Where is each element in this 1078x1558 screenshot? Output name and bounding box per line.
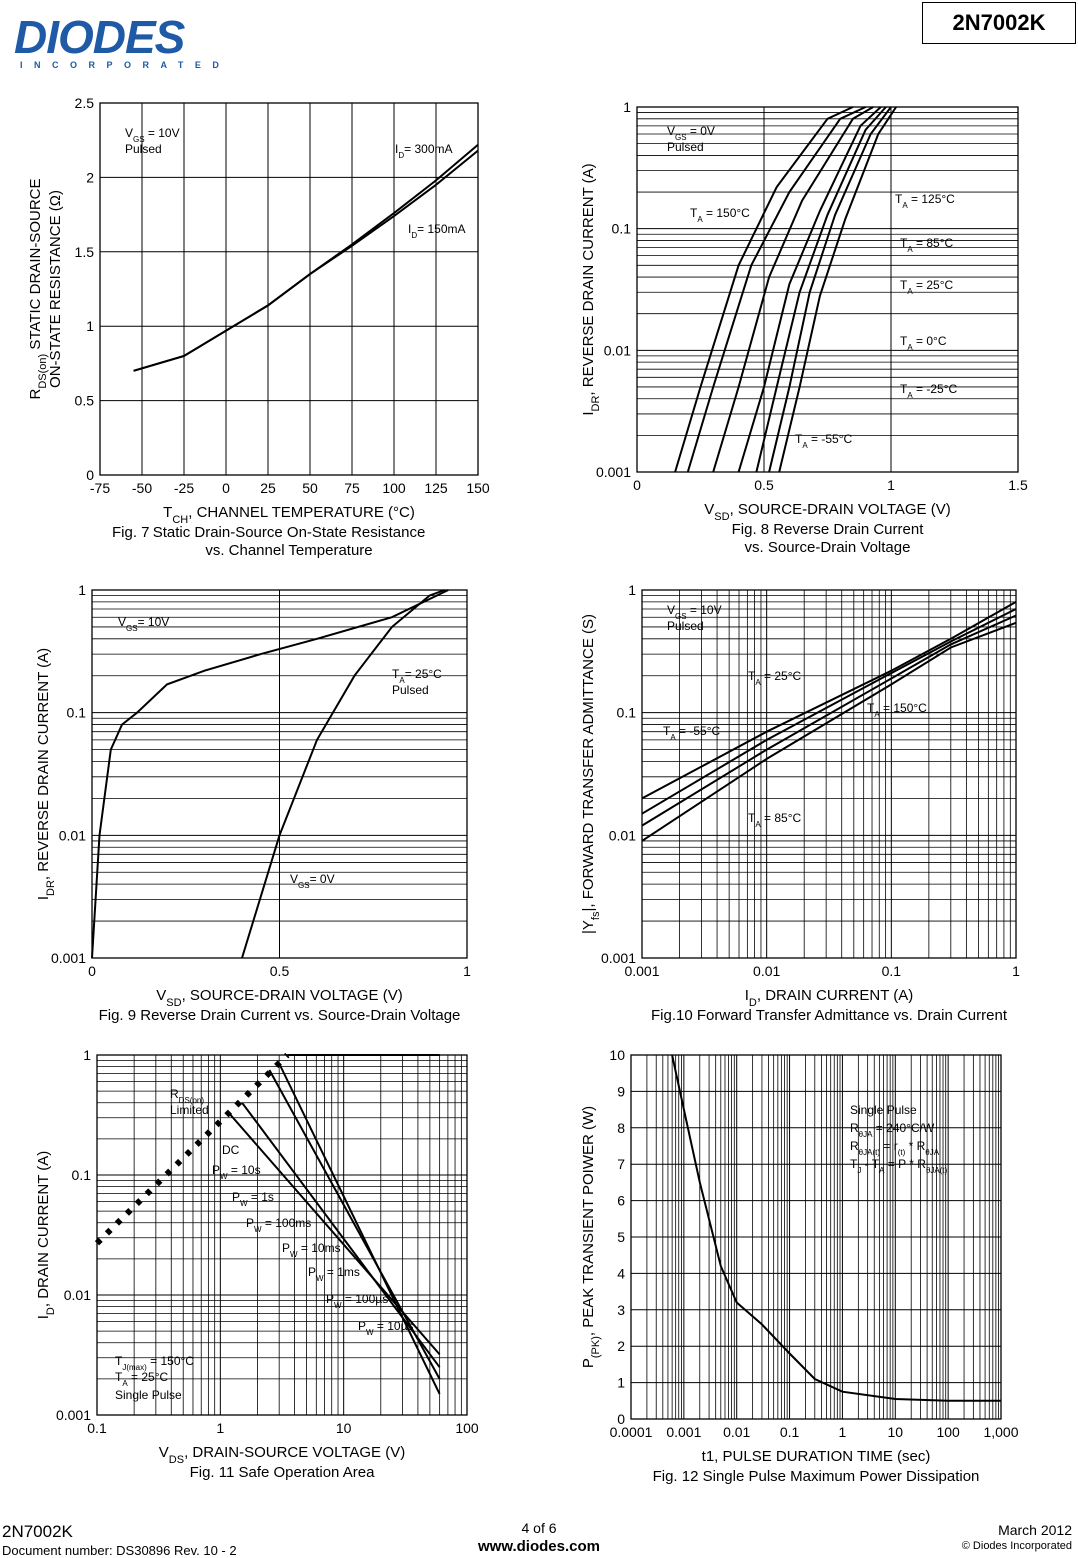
fig11-annotation-text: $P_W = 10ms$: [282, 1241, 341, 1259]
fig12-y-tick-label: 8: [617, 1119, 625, 1136]
fig7-caption-prefix: Fig. 7: [112, 524, 150, 541]
fig11-annotation-text: DC: [222, 1143, 240, 1157]
fig8-plot-frame: [637, 107, 1018, 472]
footer-copyright: © Diodes Incorporated: [961, 1540, 1072, 1552]
fig10-annotation-text: Pulsed: [667, 619, 704, 633]
fig9-y-tick-label: 0.1: [66, 704, 86, 721]
footer-date: March 2012: [998, 1522, 1072, 1538]
fig10-y-tick-label: 1: [628, 582, 636, 598]
fig12-x-tick-label: 10: [887, 1424, 904, 1440]
fig8-annotation: [895, 192, 955, 210]
fig8-annotation-text: $T_A = -25^\circ C$: [900, 382, 958, 400]
fig7-chart: [0, 95, 530, 575]
fig12-y-tick-label: 7: [617, 1156, 625, 1173]
fig11-chart: [0, 1040, 530, 1485]
fig12-y-tick-label: 3: [617, 1301, 625, 1318]
fig10-plot-frame: [642, 590, 1016, 958]
fig7-y-axis-label-line2: ON-STATE RESISTANCE (Ω): [47, 190, 64, 388]
fig10-annotation: [663, 724, 721, 742]
fig10-y-axis-label: $|Y_{fs}|$, FORWARD TRANSFER ADMITTANCE (S): [580, 614, 602, 934]
fig9-gridlines: [92, 590, 467, 958]
fig10-x-tick-label: 0.001: [624, 963, 660, 979]
fig7-x-tick-label: 100: [382, 480, 406, 496]
fig7-x-axis-label: $T_{CH}$, CHANNEL TEMPERATURE (°C): [163, 504, 415, 526]
fig10-caption: Fig.10 Forward Transfer Admittance vs. Drain Current: [651, 1007, 1007, 1024]
fig9-y-tick-label: 0.01: [58, 827, 86, 844]
fig8-x-tick-label: 0: [633, 477, 641, 493]
fig7-series-line: [134, 151, 478, 371]
fig12-x-tick-label: 1: [838, 1424, 847, 1440]
fig7-x-tick-label: -75: [89, 480, 111, 496]
fig11-y-tick-label: 1: [83, 1047, 91, 1063]
fig8-chart: [545, 95, 1078, 575]
fig9-x-tick-label: 0: [88, 963, 96, 979]
part-number-box: 2N7002K: [922, 2, 1076, 44]
fig11-annotation: [115, 1354, 194, 1402]
fig8-y-tick-label: 0.1: [611, 220, 631, 237]
fig12-y-tick-label: 5: [617, 1229, 625, 1245]
fig9-series-line: [242, 590, 445, 958]
fig7-x-tick-label: 150: [466, 480, 490, 496]
fig8-y-tick-label: 0.001: [595, 464, 631, 480]
fig12-chart: [545, 1040, 1078, 1485]
fig9-annotation-text: $T_A= 25^\circ C$: [392, 667, 442, 685]
fig8-annotation: [900, 236, 954, 254]
fig10-annotation-text: $T_A = 150^\circ C$: [867, 701, 927, 719]
fig9-series-line: [92, 590, 448, 958]
fig7-y-tick-label: 1: [86, 318, 94, 335]
fig8-x-tick-label: 1.5: [1008, 477, 1028, 493]
fig9-caption: Fig. 9 Reverse Drain Current vs. Source-Drain Voltage: [98, 1007, 461, 1024]
fig9-annotation-text: Pulsed: [392, 683, 429, 697]
fig9-x-axis-label: $V_{SD}$, SOURCE-DRAIN VOLTAGE (V): [156, 987, 403, 1009]
fig9-annotation-text: $V_{GS}= 10V$: [118, 615, 170, 633]
fig7-y-tick-label: 2.5: [74, 95, 94, 111]
fig10-x-tick-label: 0.01: [753, 963, 781, 979]
fig9-annotation: [392, 667, 442, 697]
fig7-y-tick-label: 0.5: [74, 392, 94, 409]
fig9-y-tick-label: 1: [78, 582, 86, 598]
fig12-y-tick-label: 6: [617, 1192, 625, 1209]
fig10-annotation: [867, 701, 927, 719]
fig12-gridlines: [631, 1055, 1001, 1419]
fig7-annotation: [125, 126, 180, 156]
fig12-annotation-text: $T_J - T_A = P * R_{\theta JA(t)}$: [850, 1157, 948, 1175]
fig7-caption: vs. Channel Temperature: [205, 542, 373, 559]
fig7-y-axis-label: $R_{DS(on)}$ STATIC DRAIN-SOURCE: [27, 178, 49, 400]
fig11-x-tick-label: 10: [335, 1420, 352, 1436]
fig10-chart: [545, 578, 1078, 1038]
fig8-annotation: [795, 432, 853, 450]
fig11-annotation-text: $R_{DS(on)}$: [170, 1087, 205, 1105]
fig7-y-tick-label: 0: [86, 467, 94, 483]
fig8-annotation-text: $V_{GS} = 0V$: [667, 124, 715, 142]
fig10-x-axis-label: $I_D$, DRAIN CURRENT (A): [744, 987, 914, 1009]
fig7-x-tick-label: 75: [344, 480, 360, 496]
fig11-y-tick-label: 0.01: [63, 1287, 91, 1303]
fig12-y-tick-label: 9: [617, 1083, 625, 1100]
footer-part: 2N7002K: [2, 1522, 73, 1541]
fig12-x-tick-label: 100: [936, 1424, 960, 1440]
fig11-annotation-text: $P_W = 100\mu s$: [326, 1292, 389, 1310]
fig11-x-tick-label: 0.1: [87, 1420, 107, 1436]
fig8-annotation-text: $T_A = -55^\circ C$: [795, 432, 853, 450]
fig7-x-tick-label: -50: [131, 480, 153, 496]
fig8-x-tick-label: 0.5: [754, 477, 774, 493]
fig8-y-tick-label: 0.01: [603, 342, 631, 359]
fig11-annotation-text: Limited: [170, 1103, 209, 1117]
fig11-annotation-text: $T_{J(max)} = 150^\circ C$: [115, 1354, 194, 1372]
fig11-annotation-text: $P_W = 100ms$: [246, 1216, 312, 1234]
fig12-x-tick-label: 0.001: [666, 1424, 702, 1440]
fig8-annotation: [900, 334, 947, 352]
fig7-x-tick-label: -25: [173, 480, 195, 496]
fig11-annotation: [212, 1163, 261, 1181]
fig7-annotation-text: $I_D= 150mA$: [408, 222, 466, 240]
fig11-x-tick-label: 100: [455, 1420, 479, 1436]
fig9-x-tick-label: 0.5: [269, 963, 290, 979]
fig11-annotation-text: $P_W = 1ms$: [308, 1265, 360, 1283]
fig12-y-tick-label: 1: [617, 1374, 625, 1391]
fig12-y-tick-label: 4: [617, 1265, 625, 1282]
fig11-annotation: [232, 1190, 274, 1208]
fig7-annotation: [395, 142, 453, 160]
fig8-caption: vs. Source-Drain Voltage: [744, 539, 911, 556]
fig11-annotation-text: $T_A = 25^\circ C$: [115, 1370, 169, 1388]
fig12-annotation-text: $R_{\theta JA} = 240^\circ C/W$: [850, 1121, 935, 1139]
fig12-y-tick-label: 0: [617, 1411, 625, 1427]
fig7-annotation-text: Pulsed: [125, 142, 162, 156]
fig7-annotation-text: $I_D= 300mA$: [395, 142, 453, 160]
fig10-x-tick-label: 0.1: [881, 963, 902, 979]
fig11-series-line: [97, 1055, 287, 1243]
fig10-annotation-text: $T_A = 85^\circ C$: [748, 811, 802, 829]
fig12-x-tick-label: 1,000: [983, 1424, 1019, 1440]
fig12-x-axis-label: t1, PULSE DURATION TIME (sec): [701, 1448, 931, 1465]
fig11-annotation: [246, 1216, 311, 1234]
fig11-y-axis-label: $I_D$, DRAIN CURRENT (A): [35, 1150, 57, 1320]
fig7-x-tick-label: 125: [424, 480, 448, 496]
fig11-annotation: [308, 1265, 360, 1283]
fig8-x-axis-label: $V_{SD}$, SOURCE-DRAIN VOLTAGE (V): [704, 501, 951, 523]
fig12-y-tick-label: 10: [609, 1047, 625, 1063]
fig8-annotation: [667, 124, 715, 154]
fig10-y-tick-label: 0.01: [608, 827, 636, 844]
fig10-annotation: [667, 603, 722, 633]
logo-wordmark: DIODES: [14, 11, 185, 63]
fig7-x-tick-label: 25: [260, 480, 276, 496]
fig12-y-tick-label: 2: [617, 1338, 625, 1355]
fig8-gridlines: [637, 107, 1018, 472]
fig10-annotation-text: $T_A = 25^\circ C$: [748, 669, 802, 687]
fig9-x-tick-label: 1: [463, 963, 471, 979]
fig8-annotation-text: $T_A = 0^\circ C$: [900, 334, 947, 352]
fig9-chart: [0, 578, 530, 1038]
logo-subtitle: INCORPORATED: [20, 60, 231, 70]
fig9-y-axis-label: $I_{DR}$, REVERSE DRAIN CURRENT (A): [35, 647, 57, 901]
fig11-x-axis-label: $V_{DS}$, DRAIN-SOURCE VOLTAGE (V): [158, 1444, 406, 1466]
fig9-annotation: [118, 615, 169, 633]
fig10-annotation-text: $T_A = -55^\circ C$: [663, 724, 721, 742]
fig8-y-tick-label: 1: [623, 99, 631, 115]
fig11-annotation-text: Single Pulse: [115, 1388, 182, 1402]
fig8-annotation: [900, 278, 954, 296]
fig7-x-tick-label: 0: [222, 480, 230, 496]
fig12-annotation-text: $R_{\theta JA(t)} = r_{(t)} * R_{\theta JA}$: [850, 1139, 940, 1157]
fig12-x-tick-label: 0.1: [779, 1424, 800, 1440]
fig8-annotation: [900, 382, 958, 400]
fig7-series-line: [134, 145, 478, 371]
fig10-y-tick-label: 0.1: [616, 704, 636, 721]
fig8-annotation-text: $T_A = 85^\circ C$: [900, 236, 954, 254]
fig8-caption: Fig. 8 Reverse Drain Current: [731, 521, 924, 538]
fig7-x-tick-label: 50: [302, 480, 318, 496]
fig7-annotation-text: $V_{GS} = 10V$: [125, 126, 180, 144]
company-logo: [14, 10, 244, 70]
fig12-series-line: [672, 1055, 1001, 1401]
fig8-y-axis-label: $I_{DR}$, REVERSE DRAIN CURRENT (A): [580, 163, 602, 416]
fig12-annotation-text: Single Pulse: [850, 1103, 917, 1117]
fig8-annotation-text: $T_A = 150^\circ C$: [690, 206, 750, 224]
fig8-annotation-text: $T_A = 125^\circ C$: [895, 192, 955, 210]
fig8-annotation-text: $T_A = 25^\circ C$: [900, 278, 954, 296]
fig7-y-tick-label: 2: [86, 169, 94, 186]
fig10-y-tick-label: 0.001: [600, 950, 636, 966]
footer-url: www.diodes.com: [478, 1538, 600, 1555]
fig11-y-tick-label: 0.001: [55, 1407, 91, 1423]
fig9-annotation: [290, 872, 335, 890]
fig10-annotation-text: $V_{GS} = 10V$: [667, 603, 722, 621]
fig7-y-tick-label: 1.5: [74, 243, 94, 260]
fig9-annotation-text: $V_{GS}= 0V$: [290, 872, 335, 890]
fig11-annotation-text: $P_W = 1s$: [232, 1190, 274, 1208]
fig7-annotation: [408, 222, 466, 240]
footer-page: 4 of 6: [521, 1520, 557, 1536]
fig12-x-tick-label: 0.01: [723, 1424, 751, 1440]
fig11-annotation-text: $P_W = 10s$: [212, 1163, 261, 1181]
fig7-caption: Static Drain-Source On-State Resistance: [152, 524, 426, 541]
fig10-annotation: [748, 669, 802, 687]
fig12-y-axis-label: $P_{(PK)}$, PEAK TRANSIENT POIWER (W): [580, 1105, 602, 1369]
fig11-annotation: [222, 1143, 240, 1157]
fig12-x-tick-label: 0.0001: [609, 1424, 653, 1440]
fig9-y-tick-label: 0.001: [50, 950, 86, 966]
fig11-x-tick-label: 1: [216, 1420, 225, 1436]
footer-doc-number: Document number: DS30896 Rev. 10 - 2: [2, 1543, 237, 1558]
fig8-annotation: [690, 206, 750, 224]
fig10-annotation: [748, 811, 802, 829]
fig11-annotation-text: $P_W = 10\mu s$: [358, 1319, 414, 1337]
fig11-y-tick-label: 0.1: [71, 1167, 91, 1183]
fig11-caption: Fig. 11 Safe Operation Area: [189, 1464, 375, 1481]
fig8-annotation-text: Pulsed: [667, 140, 704, 154]
fig8-x-tick-label: 1: [887, 477, 895, 493]
fig10-gridlines: [642, 590, 1016, 958]
fig10-x-tick-label: 1: [1012, 963, 1020, 979]
fig8-series-line: [688, 107, 866, 472]
fig12-caption: Fig. 12 Single Pulse Maximum Power Dissipation: [652, 1468, 980, 1485]
